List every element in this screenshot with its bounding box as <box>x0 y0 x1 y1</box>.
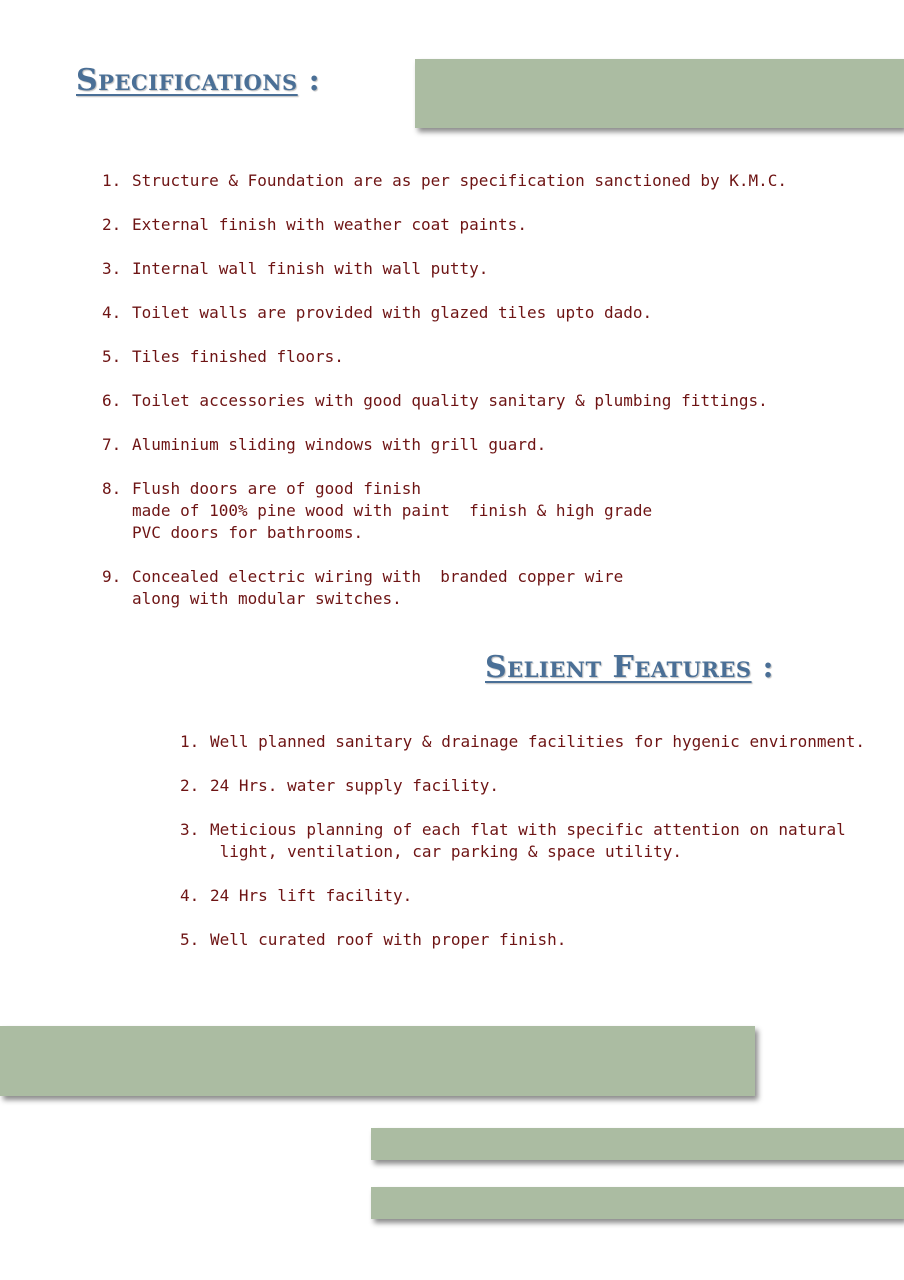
specifications-item <box>102 302 787 324</box>
specifications-item <box>102 390 787 412</box>
specifications-item-text: Concealed electric wiring with branded copper wire along with modular switches. <box>132 567 624 608</box>
features-item-number: 5. <box>180 930 200 949</box>
specifications-item <box>102 214 787 236</box>
features-item <box>180 929 865 951</box>
specifications-heading <box>76 63 320 98</box>
specifications-item-number: 6. <box>102 391 122 410</box>
features-item-text: 24 Hrs. water supply facility. <box>210 776 499 795</box>
specifications-item-number: 4. <box>102 303 122 322</box>
decorative-band-top <box>415 59 904 128</box>
features-item-text: Well curated roof with proper finish. <box>210 930 567 949</box>
specifications-item-number: 5. <box>102 347 122 366</box>
features-item-text: 24 Hrs lift facility. <box>210 886 413 905</box>
decorative-band-bottom-2 <box>371 1187 904 1219</box>
specifications-item-text: Toilet accessories with good quality sanitary & plumbing fittings. <box>132 391 768 410</box>
specifications-item-text: Structure & Foundation are as per specification sanctioned by K.M.C. <box>132 171 788 190</box>
specifications-item-text: Aluminium sliding windows with grill guard. <box>132 435 547 454</box>
features-item-number: 2. <box>180 776 200 795</box>
specifications-item <box>102 566 787 610</box>
specifications-item-text: Internal wall finish with wall putty. <box>132 259 489 278</box>
specifications-item-text: External finish with weather coat paints. <box>132 215 527 234</box>
decorative-band-middle <box>0 1026 755 1096</box>
features-heading <box>485 650 774 685</box>
specifications-item-number: 3. <box>102 259 122 278</box>
features-item-number: 1. <box>180 732 200 751</box>
features-heading-colon: : <box>762 650 775 685</box>
features-item <box>180 885 865 907</box>
specifications-item <box>102 478 787 544</box>
specifications-item-number: 2. <box>102 215 122 234</box>
specifications-heading-colon: : <box>308 63 321 98</box>
specifications-item-number: 7. <box>102 435 122 454</box>
features-list <box>180 731 865 951</box>
features-item-number: 3. <box>180 820 200 839</box>
specifications-item <box>102 346 787 368</box>
features-item-text: Well planned sanitary & drainage facilities for hygenic environment. <box>210 732 866 751</box>
features-heading-text: Selient Features <box>485 650 752 685</box>
specifications-item <box>102 434 787 456</box>
features-item <box>180 775 865 797</box>
decorative-band-bottom-1 <box>371 1128 904 1160</box>
specifications-item-number: 9. <box>102 567 122 586</box>
features-item <box>180 819 865 863</box>
specifications-item-number: 1. <box>102 171 122 190</box>
specifications-item-text: Flush doors are of good finish made of 100% pine wood with paint finish & high grade PVC doors for bathrooms. <box>132 479 653 542</box>
specifications-list <box>102 170 787 610</box>
specifications-item-number: 8. <box>102 479 122 498</box>
specifications-item <box>102 170 787 192</box>
specifications-item-text: Toilet walls are provided with glazed tiles upto dado. <box>132 303 653 322</box>
specifications-item <box>102 258 787 280</box>
features-item-text: Meticious planning of each flat with specific attention on natural light, ventilation, car parking & space utility. <box>210 820 846 861</box>
features-item-number: 4. <box>180 886 200 905</box>
specifications-heading-text: Specifications <box>76 63 298 98</box>
specifications-item-text: Tiles finished floors. <box>132 347 344 366</box>
features-item <box>180 731 865 753</box>
